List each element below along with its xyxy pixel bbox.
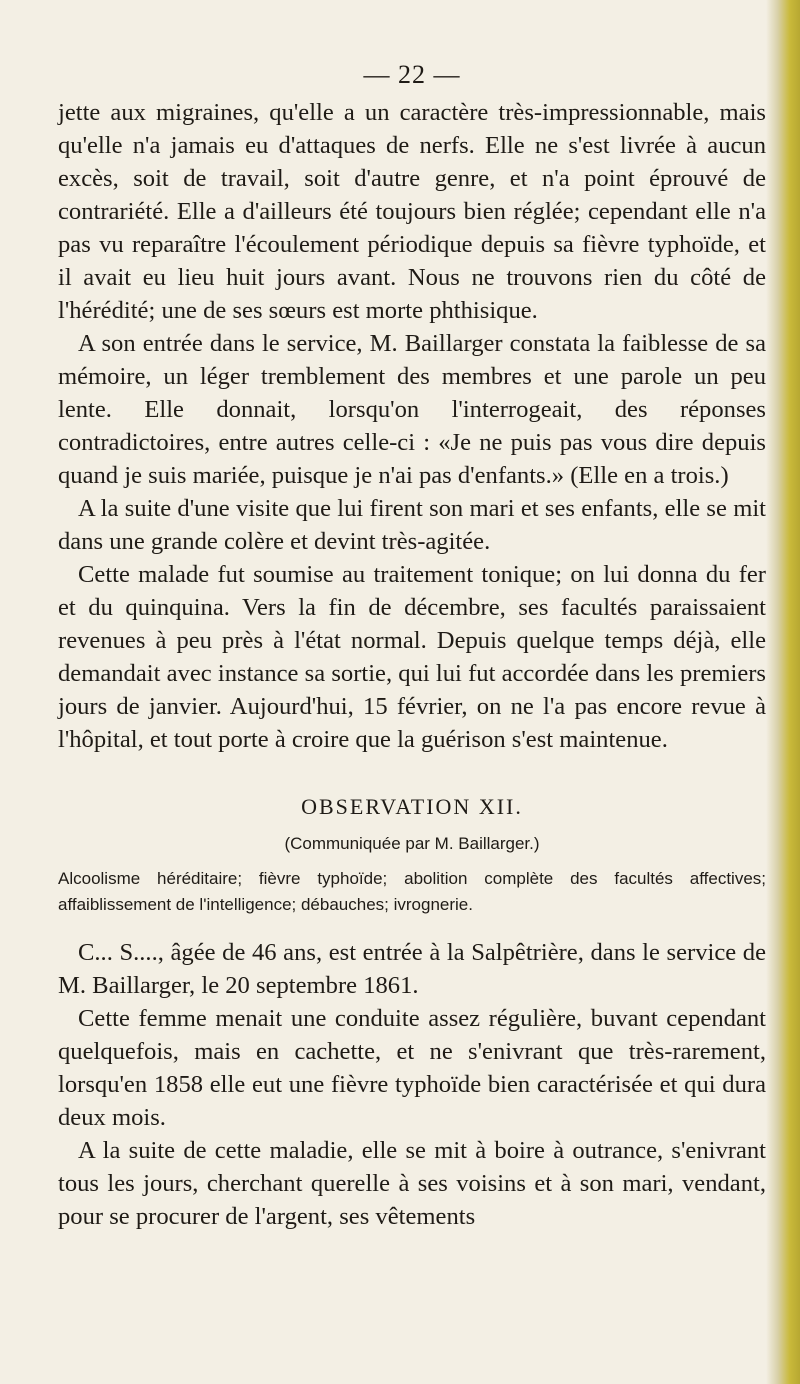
observation-credit: (Communiquée par M. Baillarger.) (284, 834, 540, 853)
page-number: — 22 — (363, 60, 461, 89)
paragraph-conduct: Cette femme menait une conduite assez régulière, buvant cependant quelquefois, mais en cachette, et ne s'enivrant que très-rarement, lorsqu'en 1858 elle eut une fièvre typhoïde bien caractérisée et qui dura deux mois. (58, 1005, 766, 1131)
paragraph-patient-intro: C... S...., âgée de 46 ans, est entrée à la Salpêtrière, dans le service de M. Baillarger, le 20 septembre 1861. (58, 939, 766, 999)
page-edge (766, 0, 800, 1384)
observation-title: OBSERVATION XII. (301, 794, 523, 819)
paragraph-continued: jette aux migraines, qu'elle a un caractère très-impressionnable, mais qu'elle n'a jamais eu d'attaques de nerfs. Elle ne s'est livrée à aucun excès, soit de travail, soit d'autre genre, et n'a point éprouvé de contrariété. Elle a d'ailleurs été toujours bien réglée; cependant elle n'a pas vu reparaître l'écoulement périodique depuis sa fièvre typhoïde, et il avait eu lieu huit jours avant. Nous ne trouvons rien du côté de l'hérédité; une de ses sœurs est morte phthisique. (58, 99, 766, 324)
paragraph-admission: A son entrée dans le service, M. Baillarger constata la faiblesse de sa mémoire, un léger tremblement des membres et une parole un peu lente. Elle donnait, lorsqu'on l'interrogeait, des réponses contradictoires, entre autres celle-ci : «Je ne puis pas vous dire depuis quand je suis mariée, puisque je n'ai pas d'enfants.» (Elle en a trois.) (58, 330, 766, 489)
paragraph-visit: A la suite d'une visite que lui firent son mari et ses enfants, elle se mit dans une grande colère et devint très-agitée. (58, 495, 766, 555)
observation-summary: Alcoolisme héréditaire; fièvre typhoïde; abolition complète des facultés affectives; affaiblissement de l'intelligence; débauches; ivrognerie. (58, 869, 766, 914)
paragraph-drinking: A la suite de cette maladie, elle se mit à boire à outrance, s'enivrant tous les jours, cherchant querelle à ses voisins et à son mari, vendant, pour se procurer de l'argent, ses vêtements (58, 1137, 766, 1230)
paragraph-treatment: Cette malade fut soumise au traitement tonique; on lui donna du fer et du quinquina. Vers la fin de décembre, ses facultés paraissaient revenues à peu près à l'état normal. Depuis quelque temps déjà, elle demandait avec instance sa sortie, qui lui fut accordée dans les premiers jours de janvier. Aujourd'hui, 15 février, on ne l'a pas encore revue à l'hôpital, et tout porte à croire que la guérison s'est maintenue. (58, 561, 766, 753)
document-page (58, 60, 766, 1233)
